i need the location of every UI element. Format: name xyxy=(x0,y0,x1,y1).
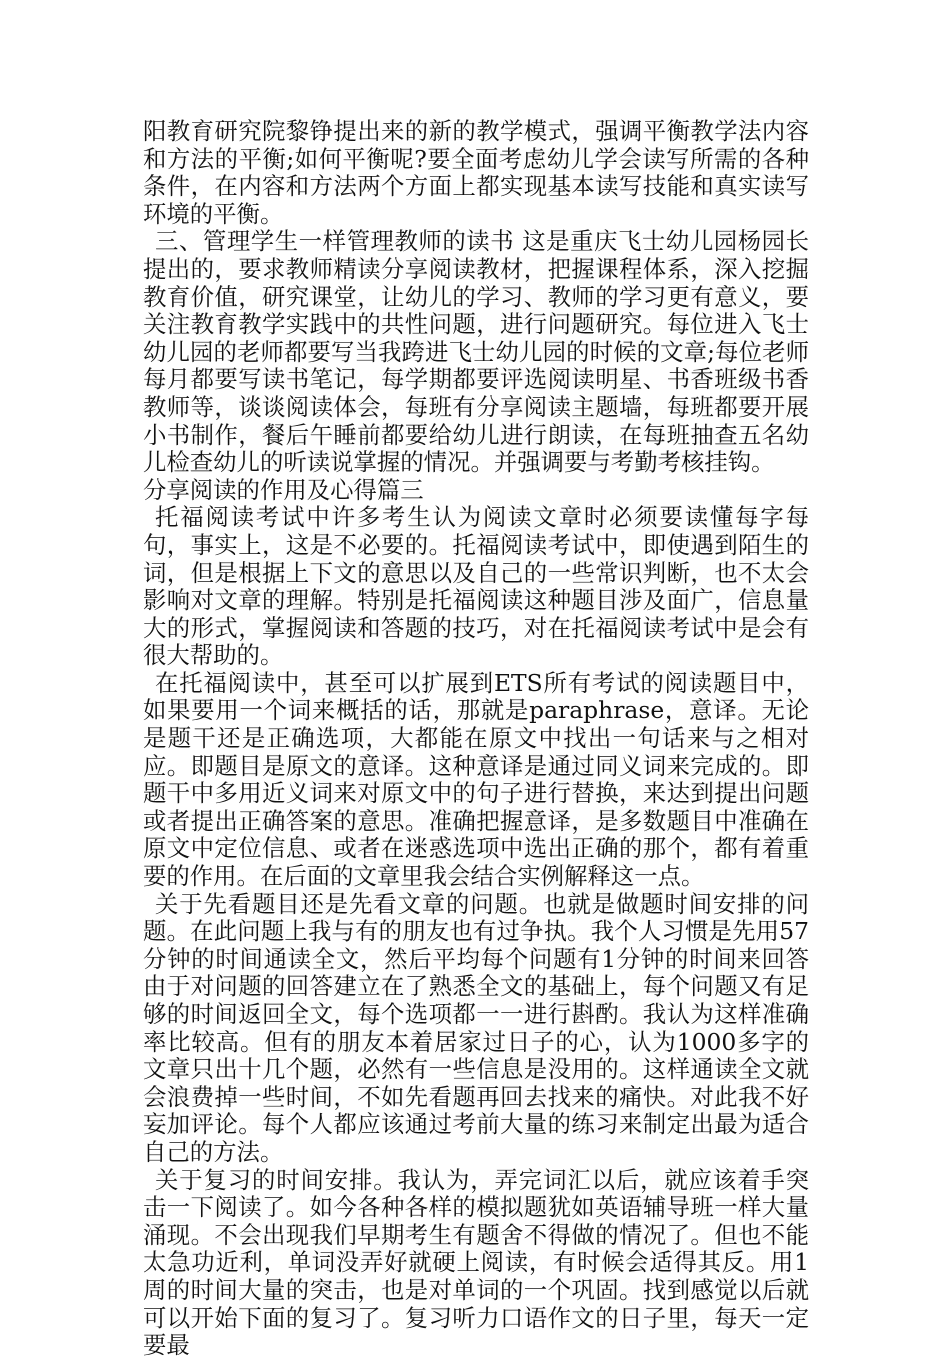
section-heading: 分享阅读的作用及心得篇三 xyxy=(143,475,424,504)
document-body xyxy=(143,118,809,1360)
paragraph-paraphrase: 在托福阅读中，甚至可以扩展到ETS所有考试的阅读题目中，如果要用一个词来概括的话，那就是paraphrase，意译。无论是题干还是正确选项，大都能在原文中找出一句话来与之相对应。即题目是原文的意译。这种意译是通过同义词来完成的。即题干中多用近义词来对原文中的句子进行替换，来达到提出问题或者提出正确答案的意思。准确把握意译，是多数题目中准确在原文中定位信息、或者在迷惑选项中选出正确的那个，都有着重要的作用。在后面的文章里我会结合实例解释这一点。 xyxy=(143,668,809,891)
paragraph-time-allocation: 关于先看题目还是先看文章的问题。也就是做题时间安排的问题。在此问题上我与有的朋友也有过争执。我个人习惯是先用57分钟的时间通读全文，然后平均每个问题有1分钟的时间来回答由于对问题的回答建立在了熟悉全文的基础上，每个问题又有足够的时间返回全文，每个选项都一一进行斟酌。我认为这样准确率比较高。但有的朋友本着居家过日子的心，认为1000多字的文章只出十几个题，必然有一些信息是没用的。这样通读全文就会浪费掉一些时间，不如先看题再回去找来的痛快。对此我不好妄加评论。每个人都应该通过考前大量的练习来制定出最为适合自己的方法。 xyxy=(143,889,809,1166)
paragraph-review-schedule: 关于复习的时间安排。我认为，弄完词汇以后，就应该着手突击一下阅读了。如今各种各样的模拟题犹如英语辅导班一样大量涌现。不会出现我们早期考生有题舍不得做的情况了。但也不能太急功近利，单词没弄好就硬上阅读，有时候会适得其反。用1周的时间大量的突击，也是对单词的一个巩固。找到感觉以后就可以开始下面的复习了。复习听力口语作文的日子里，每天一定要最 xyxy=(143,1165,809,1360)
paragraph-teacher-reading: 三、管理学生一样管理教师的读书 这是重庆飞士幼儿园杨园长提出的，要求教师精读分享阅读教材，把握课程体系，深入挖掘教育价值，研究课堂，让幼儿的学习、教师的学习更有意义，要关注教育教学实践中的共性问题，进行问题研究。每位进入飞士幼儿园的老师都要写当我跨进飞士幼儿园的时候的文章;每位老师每月都要写读书笔记，每学期都要评选阅读明星、书香班级书香教师等，谈谈阅读体会，每班有分享阅读主题墙，每班都要开展小书制作，餐后午睡前都要给幼儿进行朗读，在每班抽查五名幼儿检查幼儿的听读说掌握的情况。并强调要与考勤考核挂钩。 xyxy=(143,227,809,477)
paragraph-toefl-intro: 托福阅读考试中许多考生认为阅读文章时必须要读懂每字每句，事实上，这是不必要的。托福阅读考试中，即使遇到陌生的词，但是根据上下文的意思以及自己的一些常识判断，也不太会影响对文章的理解。特别是托福阅读这种题目涉及面广，信息量大的形式，掌握阅读和答题的技巧，对在托福阅读考试中是会有很大帮助的。 xyxy=(143,503,809,670)
paragraph-continuation: 阳教育研究院黎铮提出来的新的教学模式，强调平衡教学法内容和方法的平衡;如何平衡呢?要全面考虑幼儿学会读写所需的各种条件，在内容和方法两个方面上都实现基本读写技能和真实读写环境的平衡。 xyxy=(143,117,809,228)
